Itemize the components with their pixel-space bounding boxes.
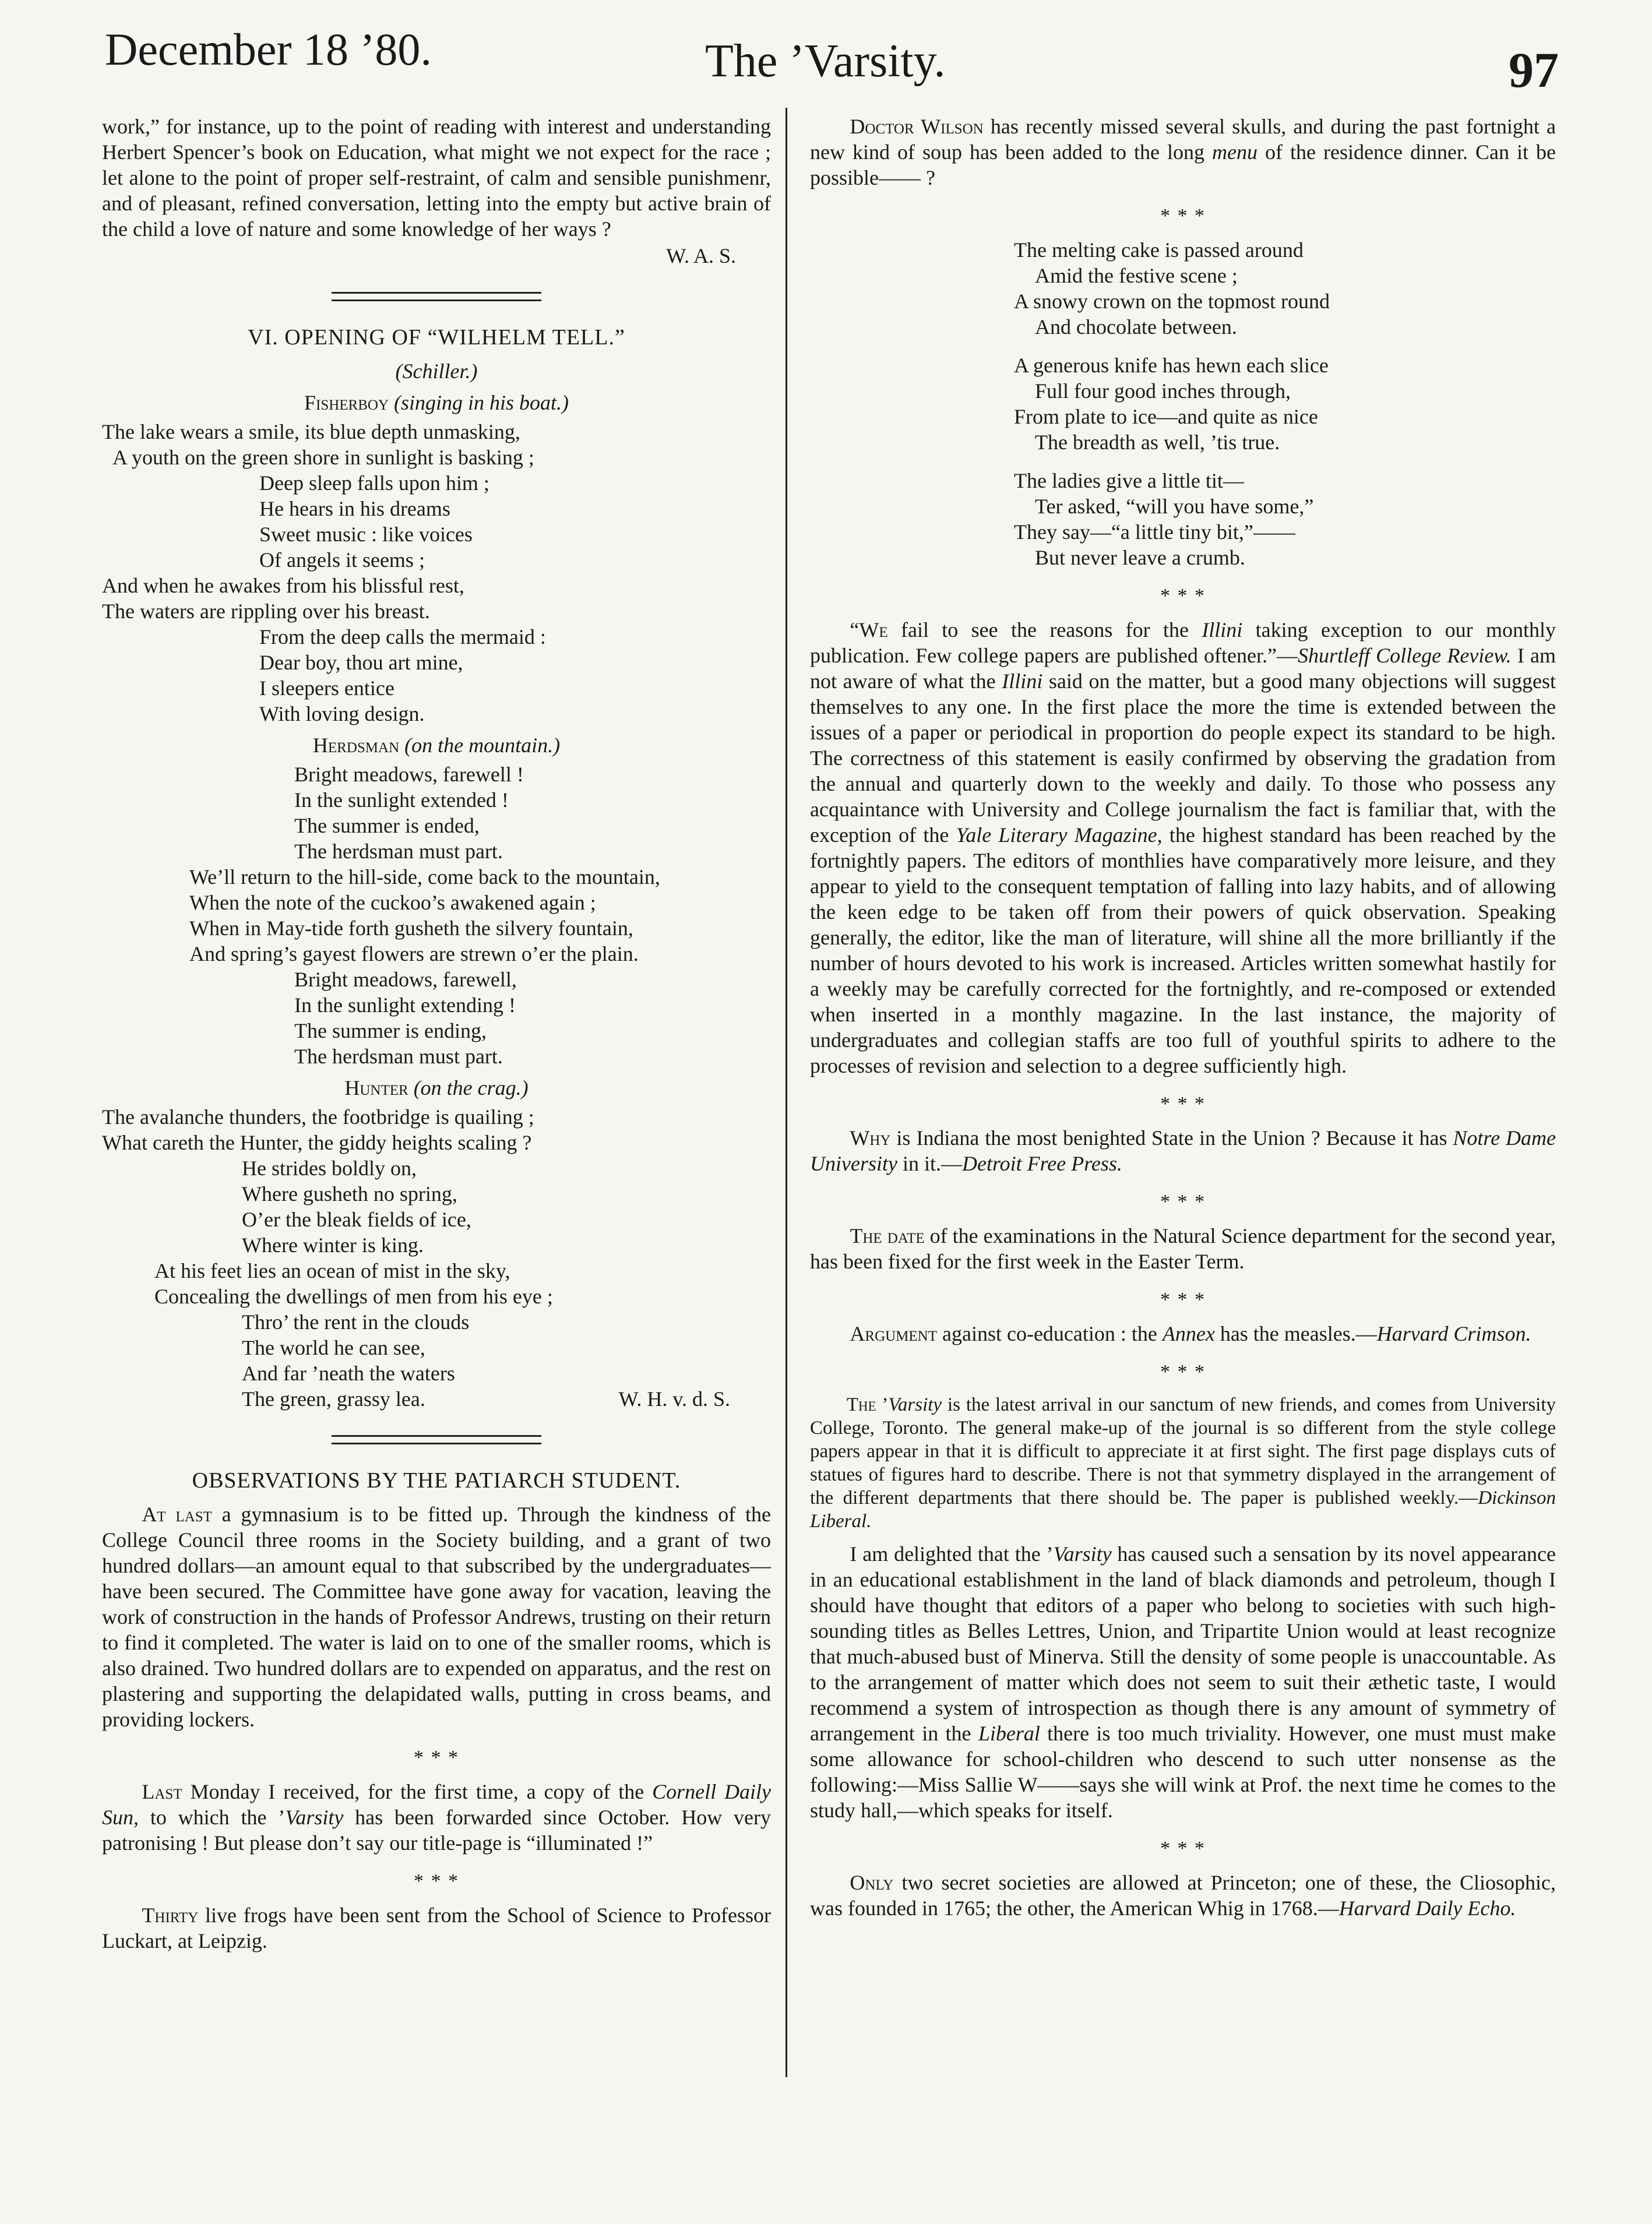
verse-line: Amid the festive scene ; <box>1035 264 1238 287</box>
poem-title: VI. OPENING OF “WILHELM TELL.” <box>248 325 625 350</box>
verse-line: And spring’s gayest flowers are strewn o’er the plain. <box>189 942 639 965</box>
verse-line: What careth the Hunter, the giddy heights scaling ? <box>102 1131 532 1154</box>
hunter-verse <box>102 1104 771 1412</box>
source-name: Harvard Crimson. <box>1376 1322 1531 1345</box>
speaker-fisherboy <box>102 390 771 415</box>
verse-line: He strides boldly on, <box>242 1157 417 1180</box>
lead-in: The date <box>850 1224 925 1247</box>
column-divider <box>786 108 787 2077</box>
paragraph-text: has caused such a sensation by its novel appearance in an educational establishment in the land of black diamonds and petroleum, though I should have thought that editors of a paper who belong to societies with such high-sounding titles as Belles Lettres, Union, and Tripartite Union would at least recognize that much-abused bust of Minerva. Still the density of some people is unaccountable. As to the arrangement of matter which does not seem to suit their æthetic taste, I would recommend a system of introspection as though there is any amount of symmetry of arrangement in the <box>810 1542 1556 1745</box>
verse-line: The herdsman must part. <box>294 1045 503 1068</box>
verse-line: Deep sleep falls upon him ; <box>259 471 489 495</box>
verse-line: At his feet lies an ocean of mist in the sky, <box>154 1259 510 1282</box>
cake-poem <box>1014 237 1556 570</box>
para-princeton <box>810 1870 1556 1921</box>
intro-signature: W. A. S. <box>666 244 736 267</box>
para-doctor-wilson <box>810 114 1556 191</box>
italic-word: Liberal <box>978 1722 1040 1745</box>
lead-in: Argument <box>850 1322 937 1345</box>
paragraph-text: fail to see the reasons for the <box>887 618 1202 642</box>
paragraph-text: is the latest arrival in our sanctum of new friends, and comes from University College, Toronto. The general make-up of the journal is so different from the style college papers appear in that it is difficult to appreciate it at first sight. The first page displays cuts of statues of figures hard to describe. There is not that symmetry displayed in the arrangement of the different departments that there should be. The paper is published weekly.— <box>810 1394 1556 1508</box>
stage-direction: (on the mountain.) <box>404 734 561 757</box>
speaker-name: Herdsman <box>312 734 400 757</box>
verse-line: The breadth as well, ’tis true. <box>1035 431 1280 454</box>
paragraph-text: there is too much triviality. However, one must must make some allowance for school-children who descend to such utter nonsense as the following:—Miss Sallie W——says she will wink at Prof. the next time he comes to the study hall,—which speaks for itself. <box>810 1722 1556 1822</box>
stage-direction: (singing in his boat.) <box>394 391 569 414</box>
verse-line: The waters are rippling over his breast. <box>102 600 430 623</box>
paragraph-text: has the measles.— <box>1214 1322 1377 1345</box>
section-rule <box>332 292 541 301</box>
paragraph-text: is Indiana the most benighted State in the Union ? Because it has <box>890 1126 1453 1150</box>
lead-in: “We <box>850 618 888 642</box>
verse-line: Bright meadows, farewell, <box>294 968 517 991</box>
verse-line: I sleepers entice <box>259 676 394 700</box>
obs-cornell <box>102 1779 771 1856</box>
source-name: Dickinson Liberal. <box>810 1488 1556 1532</box>
verse-line: The lake wears a smile, its blue depth unmasking, <box>102 420 520 443</box>
fisherboy-verse <box>102 419 771 727</box>
verse-line: Thro’ the rent in the clouds <box>242 1310 470 1334</box>
verse-line: When in May-tide forth gusheth the silvery fountain, <box>189 917 633 940</box>
italic-word: Varsity <box>1053 1542 1112 1566</box>
verse-line <box>242 1386 771 1412</box>
verse-line: O’er the bleak fields of ice, <box>242 1208 471 1231</box>
section-stars: * * * <box>1160 1838 1206 1859</box>
verse-line: A snowy crown on the topmost round <box>1014 290 1330 313</box>
poem-stanza <box>1014 353 1556 455</box>
poem-stanza <box>1014 468 1556 570</box>
verse-line: And when he awakes from his blissful rest, <box>102 574 464 597</box>
verse-line: Of angels it seems ; <box>259 548 425 572</box>
verse-line: We’ll return to the hill-side, come back to the mountain, <box>189 865 660 889</box>
verse-line-text: The green, grassy lea. <box>242 1387 425 1411</box>
lead-in: Thirty <box>142 1904 199 1927</box>
verse-line: The ladies give a little tit— <box>1014 469 1244 492</box>
section-stars: * * * <box>1160 585 1206 607</box>
para-illini <box>810 617 1556 1078</box>
paragraph-text: has recently missed several skulls, and during the past fortnight a new kind of soup has been added to the long <box>810 115 1556 164</box>
source-name: Detroit Free Press. <box>961 1152 1122 1175</box>
verse-line: In the sunlight extended ! <box>294 788 509 812</box>
lead-in: Why <box>850 1126 891 1150</box>
paragraph-text: to which the ’ <box>139 1806 286 1829</box>
lead-in: At last <box>142 1503 212 1526</box>
para-argument <box>810 1321 1556 1347</box>
poem-subtitle: (Schiller.) <box>395 359 478 383</box>
verse-line: When the note of the cuckoo’s awakened again ; <box>189 891 596 914</box>
section-stars: * * * <box>1160 1093 1206 1115</box>
section-stars: * * * <box>1160 1191 1206 1213</box>
right-column <box>810 114 1556 1921</box>
lead-in: Last <box>142 1780 182 1803</box>
verse-line: With loving design. <box>259 702 425 725</box>
paper-name: Varsity <box>285 1806 344 1829</box>
intro-paragraph: work,” for instance, up to the point of reading with interest and understanding Herbert Spencer’s book on Education, what might we not expect for the race ; let alone to the point of proper self-restraint, of calm and sensible punishmenr, and of pleasant, refined conversation, letting into the empty but active brain of the child a love of nature and some knowledge of her ways ? <box>102 115 771 241</box>
left-column <box>102 114 771 1954</box>
paragraph-text: live frogs have been sent from the School of Science to Professor Luckart, at Leipzig. <box>102 1904 771 1952</box>
paragraph-text: I am delighted that the ’ <box>850 1542 1054 1566</box>
verse-line: Where gusheth no spring, <box>242 1182 457 1206</box>
obs-gymnasium <box>102 1502 771 1732</box>
stage-direction: (on the crag.) <box>413 1076 529 1099</box>
italic-word: Varsity <box>888 1394 942 1415</box>
italic-word: Notre Dame University <box>810 1126 1556 1175</box>
paragraph-text: said on the matter, but a good many objections will suggest themselves to any one. In the first place the more the time is extended between the issues of a paper or periodical in proportion do people expect its standard to be high. The correctness of this statement is easily confirmed by observing the gradation from the annual and quarterly down to the weekly and daily. To those who possess any acquaintance with University and College journalism the fact is familiar that, with the exception of the <box>810 669 1556 847</box>
para-delighted <box>810 1541 1556 1823</box>
verse-line: The herdsman must part. <box>294 840 503 863</box>
verse-line: The avalanche thunders, the footbridge is quailing ; <box>102 1105 534 1129</box>
paragraph-text: Monday I received, for the first time, a copy of the <box>182 1780 653 1803</box>
paper-name: Cornell Daily Sun, <box>102 1780 771 1829</box>
verse-line: Sweet music : like voices <box>259 523 473 546</box>
verse-line: The world he can see, <box>242 1336 425 1359</box>
section-rule <box>332 1435 541 1444</box>
verse-line: The melting cake is passed around <box>1014 238 1304 262</box>
poem-signature: W. H. v. d. S. <box>618 1387 730 1411</box>
verse-line: A youth on the green shore in sunlight is basking ; <box>112 446 534 469</box>
verse-line: The summer is ending, <box>294 1019 487 1042</box>
masthead-title: The ’Varsity. <box>705 36 946 87</box>
verse-line: Ter asked, “will you have some,” <box>1035 495 1314 518</box>
para-varsity-review <box>810 1393 1556 1533</box>
verse-line: Full four good inches through, <box>1035 379 1291 403</box>
speaker-name: Hunter <box>344 1076 408 1099</box>
verse-line: They say—“a little tiny bit,”—— <box>1014 520 1295 544</box>
verse-line: A generous knife has hewn each slice <box>1014 354 1329 377</box>
verse-line: But never leave a crumb. <box>1035 546 1245 569</box>
speaker-herdsman <box>102 732 771 758</box>
verse-line: Bright meadows, farewell ! <box>294 763 524 786</box>
speaker-name: Fisherboy <box>304 391 389 414</box>
verse-line: Dear boy, thou art mine, <box>259 651 463 674</box>
para-indiana <box>810 1125 1556 1176</box>
section-stars: * * * <box>1160 1361 1206 1383</box>
section-stars: * * * <box>414 1747 459 1768</box>
paragraph-text: taking exception to our monthly publication. Few college papers are published oftener.”— <box>810 618 1556 667</box>
verse-line: The summer is ended, <box>294 814 480 837</box>
section-stars: * * * <box>414 1870 459 1892</box>
verse-line: Where winter is king. <box>242 1233 424 1257</box>
verse-line: And chocolate between. <box>1035 315 1237 339</box>
lead-in: Only <box>850 1871 894 1894</box>
section-stars: * * * <box>1160 1289 1206 1310</box>
speaker-hunter <box>102 1075 771 1101</box>
source-name: Shurtleff College Review. <box>1297 644 1512 667</box>
poem-stanza <box>1014 237 1556 340</box>
issue-date: December 18 ’80. <box>105 24 432 75</box>
para-exam-date <box>810 1223 1556 1274</box>
paragraph-text: in it.— <box>897 1152 962 1175</box>
verse-line: From plate to ice—and quite as nice <box>1014 405 1318 428</box>
lead-in: Doctor Wilson <box>850 115 984 138</box>
paragraph-text: against co-education : the <box>937 1322 1163 1345</box>
verse-line: In the sunlight extending ! <box>294 993 516 1017</box>
italic-word: Illini <box>1002 669 1043 693</box>
verse-line: He hears in his dreams <box>259 497 450 520</box>
page-header <box>105 17 1559 105</box>
paragraph-text: a gymnasium is to be fitted up. Through the kindness of the College Council three rooms in the Society building, and a grant of two hundred dollars—an amount equal to that subscribed by the undergraduates—have been secured. The Committee have gone away for vacation, leaving the work of construction in the hands of Professor Andrews, trusting on their return to find it completed. The water is laid on to one of the smaller rooms, which is also drained. Two hundred dollars are to expended on apparatus, and the rest on plastering and supporting the delapidated walls, putting in cross beams, and providing lockers. <box>102 1503 771 1731</box>
verse-line: From the deep calls the mermaid : <box>259 625 546 648</box>
paragraph-text: the highest standard has been reached by the fortnightly papers. The editors of monthlies have comparatively more leisure, and they appear to yield to the consequent temptation of falling into lazy habits, and of allowing the keen edge to be taken off from their powers of quick observation. Speaking generally, the editor, like the man of literature, will shine all the more brilliantly if the number of hours devoted to his work is increased. Articles written somewhat hastily for a weekly may be carefully corrected for the fortnightly, and re-composed or extended when inserted in a monthly magazine. In the last instance, the majority of undergraduates and collegian staffs are too full of youthful spirits to adhere to the processes of revision and selection to a degree sufficiently high. <box>810 823 1556 1077</box>
italic-word: Illini <box>1202 618 1243 642</box>
verse-line: Concealing the dwellings of men from his eye ; <box>154 1285 553 1308</box>
lead-in: The ’ <box>846 1394 889 1415</box>
verse-line: And far ’neath the waters <box>242 1362 455 1385</box>
italic-word: Yale Literary Magazine, <box>956 823 1163 847</box>
source-name: Harvard Daily Echo. <box>1338 1897 1516 1920</box>
paragraph-text: of the residence dinner. Can it be possible—— ? <box>810 140 1556 189</box>
italic-word: Annex <box>1162 1322 1215 1345</box>
section-stars: * * * <box>1160 205 1206 227</box>
paragraph-text: of the examinations in the Natural Science department for the second year, has been fixed for the first week in the Easter Term. <box>810 1224 1556 1273</box>
paragraph-text: I am not aware of what the <box>810 644 1556 693</box>
page-number: 97 <box>1509 42 1559 98</box>
observations-title: OBSERVATIONS BY THE PATIARCH STUDENT. <box>192 1468 681 1493</box>
paragraph-text: two secret societies are allowed at Princeton; one of these, the Cliosophic, was founded in 1765; the other, the American Whig in 1768.— <box>810 1871 1556 1920</box>
herdsman-verse <box>102 762 771 1069</box>
italic-word: menu <box>1212 140 1258 164</box>
obs-frogs <box>102 1902 771 1954</box>
paragraph-text: has been forwarded since October. How very patronising ! But please don’t say our title-page is “illuminated !” <box>102 1806 771 1855</box>
